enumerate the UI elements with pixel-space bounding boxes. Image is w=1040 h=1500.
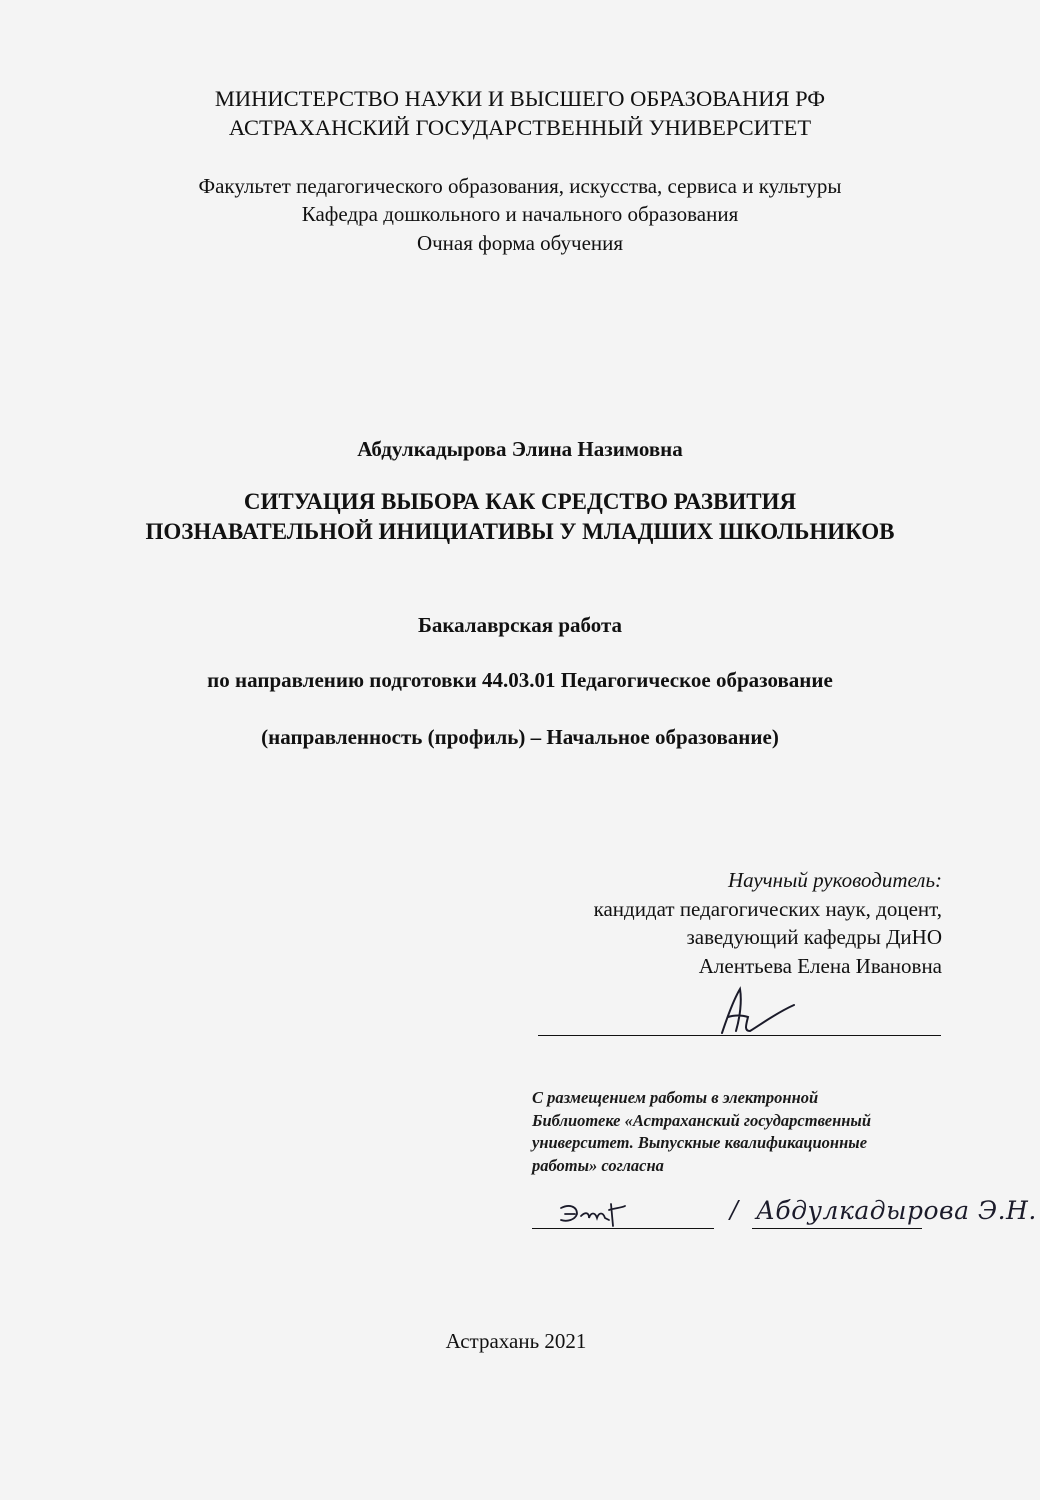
- faculty-line: Факультет педагогического образования, искусства, сервиса и культуры: [198, 174, 842, 198]
- university-line: АСТРАХАНСКИЙ ГОСУДАРСТВЕННЫЙ УНИВЕРСИТЕТ: [228, 115, 812, 140]
- consent-line-4: работы» согласна: [532, 1155, 664, 1175]
- ministry-line: МИНИСТЕРСТВО НАУКИ И ВЫСШЕГО ОБРАЗОВАНИЯ РФ: [214, 86, 826, 111]
- profile-line: (направленность (профиль) – Начальное образование): [261, 725, 779, 749]
- consent-line-3: университет. Выпускные квалификационные: [532, 1133, 868, 1152]
- handwritten-student-name: Абдулкадырова Э.Н.: [756, 1196, 1037, 1225]
- author-name: Абдулкадырова Элина Назимовна: [357, 437, 683, 461]
- supervisor-heading: Научный руководитель:: [727, 868, 942, 892]
- direction-line: по направлению подготовки 44.03.01 Педагогическое образование: [207, 668, 833, 692]
- supervisor-degree: кандидат педагогических наук, доцент,: [593, 896, 942, 921]
- consent-text: [532, 1087, 871, 1177]
- supervisor-signature: [700, 985, 810, 1040]
- student-signature: [555, 1198, 635, 1232]
- thesis-title-line-1: СИТУАЦИЯ ВЫБОРА КАК СРЕДСТВО РАЗВИТИЯ: [243, 489, 797, 514]
- student-name-line: [752, 1228, 922, 1229]
- supervisor-name: Алентьева Елена Ивановна: [698, 953, 942, 978]
- department-line: Кафедра дошкольного и начального образования: [301, 202, 739, 226]
- supervisor-block: [594, 866, 942, 980]
- consent-line-2: Библиотеке «Астраханский государственный: [532, 1110, 872, 1130]
- signature-separator: /: [730, 1196, 739, 1224]
- study-form-line: Очная форма обучения: [416, 231, 624, 255]
- work-type: Бакалаврская работа: [417, 613, 623, 637]
- city-year: Астрахань 2021: [445, 1329, 587, 1353]
- supervisor-position: заведующий кафедры ДиНО: [686, 925, 942, 949]
- thesis-title-line-2: ПОЗНАВАТЕЛЬНОЙ ИНИЦИАТИВЫ У МЛАДШИХ ШКОЛЬНИКОВ: [145, 519, 895, 544]
- consent-line-1: С размещением работы в электронной: [532, 1088, 819, 1107]
